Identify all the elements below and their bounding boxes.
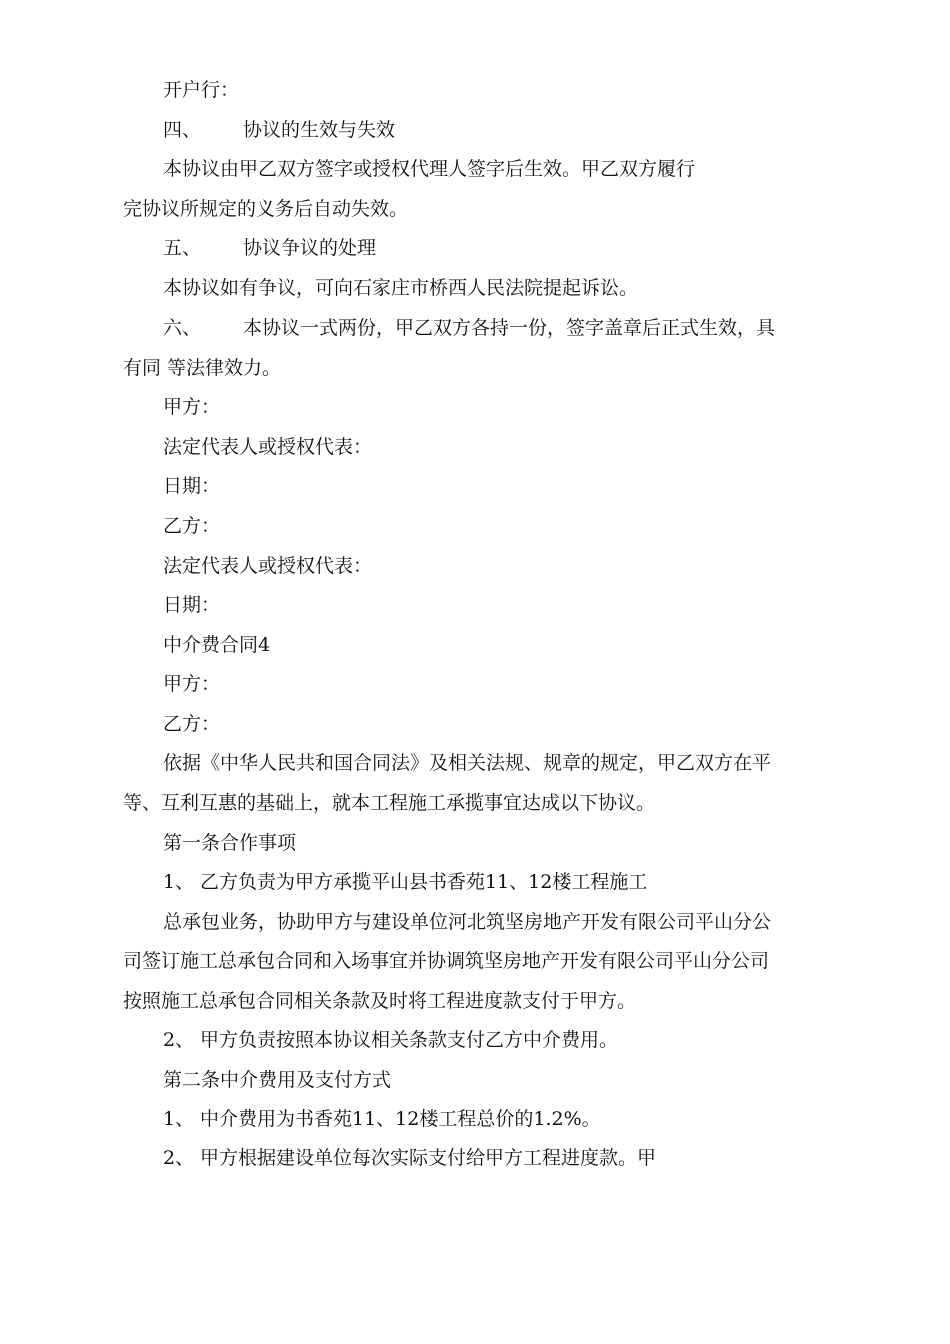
section-title: 协议争议的处理	[243, 237, 377, 259]
text-line: 等、互利互惠的基础上，就本工程施工承揽事宜达成以下协议。	[123, 792, 656, 814]
section-number: 六、	[163, 317, 202, 339]
text-line: 依据《中华人民共和国合同法》及相关法规、规章的规定，甲乙双方在平	[163, 752, 772, 774]
party-b-label: 乙方：	[163, 515, 221, 537]
list-text: 甲方负责按照本协议相关条款支付乙方中介费用。	[200, 1029, 619, 1051]
date-label: 日期：	[163, 475, 221, 497]
representative-label: 法定代表人或授权代表：	[163, 555, 373, 577]
text-line: 按照施工总承包合同相关条款及时将工程进度款支付于甲方。	[123, 990, 637, 1012]
list-text: 甲方根据建设单位每次实际支付给甲方工程进度款。甲	[200, 1147, 657, 1169]
article-heading: 第二条中介费用及支付方式	[163, 1069, 392, 1091]
section-title: 协议的生效与失效	[243, 119, 396, 141]
list-text: 乙方负责为甲方承揽平山县书香苑11、12楼工程施工	[200, 871, 648, 893]
section-number: 四、	[163, 119, 202, 141]
list-number: 2、	[163, 1029, 195, 1051]
article-heading: 第一条合作事项	[163, 832, 297, 854]
list-item	[163, 1145, 873, 1171]
list-number: 1、	[163, 871, 195, 893]
party-a-label: 甲方：	[163, 673, 221, 695]
section-heading	[163, 117, 873, 143]
list-number: 1、	[163, 1108, 195, 1130]
text-line: 本协议如有争议，可向石家庄市桥西人民法院提起诉讼。	[163, 277, 639, 299]
list-number: 2、	[163, 1147, 195, 1169]
date-label: 日期：	[163, 594, 221, 616]
party-a-label: 甲方：	[163, 396, 221, 418]
contract-title: 中介费合同4	[163, 634, 271, 656]
list-item	[163, 1027, 873, 1053]
section-title: 本协议一式两份，甲乙双方各持一份，签字盖章后正式生效，具	[243, 317, 776, 339]
party-b-label: 乙方：	[163, 713, 221, 735]
section-number: 五、	[163, 237, 202, 259]
list-item	[163, 869, 873, 895]
text-line: 有同 等法律效力。	[123, 357, 282, 379]
representative-label: 法定代表人或授权代表：	[163, 436, 373, 458]
list-text: 中介费用为书香苑11、12楼工程总价的1.2%。	[200, 1108, 601, 1130]
text-line: 开户行：	[163, 79, 240, 101]
text-line: 司签订施工总承包合同和入场事宜并协调筑坚房地产开发有限公司平山分公司	[123, 950, 770, 972]
section-heading	[163, 315, 873, 341]
text-line: 总承包业务，协助甲方与建设单位河北筑坚房地产开发有限公司平山分公	[163, 911, 772, 933]
text-line: 完协议所规定的义务后自动失效。	[123, 198, 409, 220]
list-item	[163, 1106, 873, 1132]
section-heading	[163, 235, 873, 261]
text-line: 本协议由甲乙双方签字或授权代理人签字后生效。甲乙双方履行	[163, 158, 696, 180]
